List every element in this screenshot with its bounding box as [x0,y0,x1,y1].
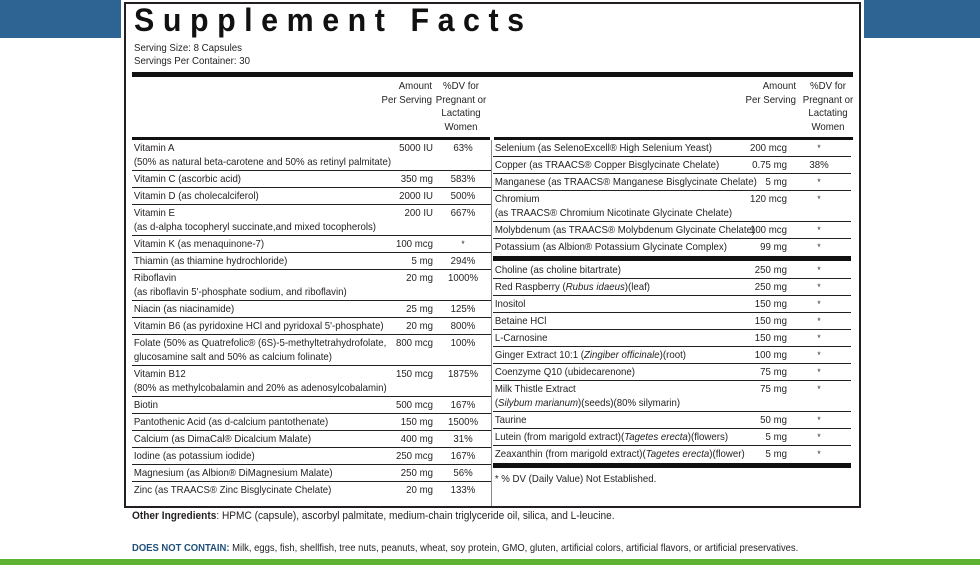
dv-header-line: Women [811,120,845,133]
left-nutrient-column [132,140,491,498]
other-ingredients-text: : HPMC (capsule), ascorbyl palmitate, medium-chain triglyceride oil, silica, and L-leucine. [216,510,615,522]
latin-name: Silybum marianum [498,397,579,409]
nutrient-name [132,206,489,220]
amount-per-serving: 150 mg [754,332,787,344]
nutrient-row [132,482,491,498]
dv-header-line: Women [444,120,478,133]
daily-value-percent: 133% [450,484,476,496]
nutrient-name [132,141,489,155]
mineral-rows [493,140,851,255]
daily-value-percent: * [817,432,821,442]
amount-per-serving: 20 mg [406,320,433,332]
daily-value-percent: 63% [453,142,473,154]
dv-header-line: Pregnant or [435,93,487,106]
nutrient-name-suffix: )(flowers) [687,431,729,443]
amount-per-serving: 75 mg [760,383,787,395]
nutrient-row [493,381,851,412]
nutrient-name [132,237,489,251]
daily-value-percent: * [461,239,465,249]
amount-per-serving: 200 mcg [749,142,787,154]
footer-bar [0,559,980,565]
nutrient-row [132,253,491,270]
dv-header-line: Lactating [808,107,848,119]
amount-per-serving: 400 mg [400,433,433,445]
daily-value-percent: * [817,350,821,360]
nutrient-name-text: Thiamin (as thiamine hydrochloride) [133,255,288,267]
amount-per-serving: 99 mg [760,241,787,253]
daily-value-percent: 1500% [447,416,479,428]
nutrient-name-text: Choline (as choline bitartrate) [494,264,622,276]
nutrient-row [132,318,491,335]
daily-value-percent: * [817,333,821,343]
daily-value-percent: 1000% [447,272,479,284]
nutrient-row [493,296,851,313]
does-not-contain-label: DOES NOT CONTAIN: [132,542,230,554]
daily-value-percent: 667% [450,207,476,219]
amount-per-serving: 150 mg [400,416,433,428]
nutrient-name-text: Vitamin D (as cholecalciferol) [133,190,259,202]
nutrient-name [132,432,489,446]
nutrient-row [493,279,851,296]
nutrient-row [493,446,851,462]
nutrient-name-text: Niacin (as niacinamide) [133,303,235,315]
nutrient-name-text: Biotin [133,399,159,411]
nutrient-name-text: Red Raspberry ( [494,281,566,293]
nutrient-name-text: Riboflavin [133,272,177,284]
nutrient-name-text: Vitamin C (ascorbic acid) [133,173,242,185]
daily-value-percent: * [817,177,821,187]
daily-value-percent: 167% [450,399,476,411]
nutrient-name [132,466,489,480]
daily-value-percent: * [817,316,821,326]
amount-per-serving: 5 mg [411,255,433,267]
does-not-contain [132,542,798,554]
nutrient-name-text: Taurine [494,414,527,426]
amount-per-serving: 250 mg [754,264,787,276]
nutrient-row [493,412,851,429]
amount-header-right [730,80,796,107]
thick-rule-top [132,72,853,77]
nutrient-name-text: Zeaxanthin (from marigold extract)( [494,448,646,460]
nutrient-row [132,171,491,188]
nutrient-name-text: Folate (50% as Quatrefolic® (6S)-5-methyltetrahydrofolate, [133,337,387,349]
nutrient-name-text: Vitamin B12 [133,368,186,380]
nutrient-name [132,319,489,333]
amount-per-serving: 75 mg [760,366,787,378]
daily-value-percent: * [817,367,821,377]
dv-header-line: %DV for [443,80,479,92]
servings-per-container: Servings Per Container: 30 [134,55,250,67]
nutrient-name [132,367,489,381]
amount-per-serving: 20 mg [406,484,433,496]
daily-value-percent: 500% [450,190,476,202]
daily-value-percent: * [817,265,821,275]
daily-value-percent: * [817,194,821,204]
amount-per-serving: 150 mg [754,298,787,310]
nutrient-name [132,415,489,429]
nutrient-name [132,336,489,350]
nutrient-name-text: Vitamin E [133,207,176,219]
amount-per-serving: 250 mg [400,467,433,479]
nutrient-row [132,366,491,397]
nutrient-name [132,483,489,497]
amount-per-serving: 5 mg [765,448,787,460]
amount-per-serving: 150 mcg [395,368,433,380]
nutrient-name-text: Manganese (as TRAACS® Manganese Bisglycinate Chelate) [494,176,757,188]
daily-value-percent: * [817,242,821,252]
nutrient-row [132,205,491,236]
serving-size: Serving Size: 8 Capsules [134,42,242,54]
nutrient-name [132,302,489,316]
nutrient-name-suffix: )(flower) [709,448,745,460]
amount-header-line: Amount [398,80,432,92]
daily-value-percent: 1875% [447,368,479,380]
nutrient-row [132,335,491,366]
column-divider [491,140,492,506]
nutrient-source: (as riboflavin 5'-phosphate sodium, and riboflavin) [133,286,347,298]
nutrient-name-text: L-Carnosine [494,332,548,344]
daily-value-percent: * [817,282,821,292]
nutrient-row [493,330,851,347]
amount-per-serving: 25 mg [406,303,433,315]
amount-header-line: Per Serving [745,93,796,106]
amount-header-left [366,80,432,107]
amount-per-serving: 250 mcg [395,450,433,462]
nutrient-name-text: Vitamin A [133,142,175,154]
amount-per-serving: 100 mcg [749,224,787,236]
nutrient-name [132,398,489,412]
nutrient-name-text: Coenzyme Q10 (ubidecarenone) [494,366,635,378]
latin-name: Zingiber officinale [583,349,660,361]
amount-per-serving: 120 mcg [749,193,787,205]
nutrient-row [493,262,851,279]
daily-value-percent: * [817,143,821,153]
dv-header-left [434,80,487,134]
other-ingredients-label: Other Ingredients [132,510,217,522]
amount-per-serving: 20 mg [406,272,433,284]
amount-per-serving: 250 mg [754,281,787,293]
header-band-left [0,0,121,38]
nutrient-name-text: Iodine (as potassium iodide) [133,450,255,462]
supplement-facts-panel [124,2,861,508]
nutrient-name-text: Vitamin B6 (as pyridoxine HCl and pyridoxal 5'-phosphate) [133,320,384,332]
daily-value-percent: 125% [450,303,476,315]
amount-per-serving: 500 mcg [395,399,433,411]
nutrient-source [493,396,822,410]
nutrient-row [132,270,491,301]
nutrient-name-text: Potassium (as Albion® Potassium Glycinate Complex) [494,241,727,253]
nutrient-name-text: Inositol [494,298,526,310]
nutrient-name-text: Selenium (as SelenoExcell® High Selenium Yeast) [494,142,712,154]
daily-value-percent: * [817,225,821,235]
nutrient-name-text: Vitamin K (as menaquinone-7) [133,238,265,250]
nutrient-name-text: Copper (as TRAACS® Copper Bisglycinate Chelate) [494,159,720,171]
nutrient-name-text: Molybdenum (as TRAACS® Molybdenum Glycinate Chelate) [494,224,756,236]
nutrient-name-text: Ginger Extract 10:1 ( [494,349,584,361]
dv-header-line: Lactating [441,107,481,119]
daily-value-percent: * [817,384,821,394]
amount-per-serving: 100 mg [754,349,787,361]
other-ingredient-rows [493,262,851,462]
nutrient-row [132,465,491,482]
nutrient-name-text: Zinc (as TRAACS® Zinc Bisglycinate Chelate) [133,484,332,496]
nutrient-name [132,172,489,186]
nutrient-name [132,449,489,463]
nutrient-row [132,188,491,205]
nutrient-name [132,189,489,203]
nutrient-row [493,313,851,330]
does-not-contain-text: Milk, eggs, fish, shellfish, tree nuts, peanuts, wheat, soy protein, GMO, gluten, artificial colors, artificial flavors, or artificial preservatives. [229,542,799,554]
nutrient-row [493,174,851,191]
nutrient-row [493,140,851,157]
nutrient-row [493,239,851,255]
thick-rule-separator [493,256,851,261]
nutrient-name-text: Lutein (from marigold extract)( [494,431,625,443]
nutrient-name-suffix: )(root) [659,349,686,361]
latin-name: Rubus idaeus [565,281,625,293]
amount-per-serving: 350 mg [400,173,433,185]
amount-header-line: Per Serving [381,93,432,106]
daily-value-percent: 583% [450,173,476,185]
amount-per-serving: 2000 IU [399,190,433,202]
nutrient-row [493,429,851,446]
nutrient-row [132,448,491,465]
panel-title: Supplement Facts [134,2,533,38]
nutrient-row [493,222,851,239]
nutrient-name [132,271,489,285]
latin-name: Tagetes erecta [645,448,710,460]
daily-value-percent: * [817,449,821,459]
thick-rule-footnote [493,463,851,468]
amount-per-serving: 0.75 mg [752,159,787,171]
nutrient-row [132,414,491,431]
source-suffix: )(seeds)(80% silymarin) [578,397,681,409]
nutrient-row [132,236,491,253]
footnote: * % DV (Daily Value) Not Established. [494,473,657,485]
nutrient-source: (as d-alpha tocopheryl succinate,and mixed tocopherols) [133,221,377,233]
amount-per-serving: 100 mcg [395,238,433,250]
daily-value-percent: 167% [450,450,476,462]
nutrient-name-suffix: )(leaf) [624,281,651,293]
nutrient-name-text: Chromium [494,193,540,205]
daily-value-percent: * [817,415,821,425]
nutrient-name-text: Milk Thistle Extract [494,383,576,395]
daily-value-percent: 294% [450,255,476,267]
dv-header-right [801,80,854,134]
dv-header-line: Pregnant or [802,93,854,106]
amount-per-serving: 150 mg [754,315,787,327]
daily-value-percent: 800% [450,320,476,332]
nutrient-row [132,301,491,318]
header-band-right [864,0,980,38]
amount-per-serving: 5 mg [765,176,787,188]
nutrient-name [132,254,489,268]
nutrient-row [132,140,491,171]
daily-value-percent: 56% [453,467,473,479]
amount-per-serving: 5000 IU [399,142,433,154]
source-prefix: ( [494,397,499,409]
dv-header-line: %DV for [810,80,846,92]
nutrient-name-text: Magnesium (as Albion® DiMagnesium Malate) [133,467,333,479]
amount-per-serving: 800 mcg [395,337,433,349]
nutrient-name-text: Betaine HCl [494,315,547,327]
right-nutrient-column [493,140,851,489]
nutrient-row [493,364,851,381]
amount-header-line: Amount [762,80,796,92]
other-ingredients [132,510,615,522]
nutrient-source: (50% as natural beta-carotene and 50% as retinyl palmitate) [133,156,392,168]
nutrient-source: glucosamine salt and 50% as calcium folinate) [133,351,332,363]
nutrient-row [493,157,851,174]
nutrient-source: (80% as methylcobalamin and 20% as adenosylcobalamin) [133,382,387,394]
daily-value-percent: 31% [453,433,473,445]
amount-per-serving: 50 mg [760,414,787,426]
nutrient-row [493,347,851,364]
latin-name: Tagetes erecta [624,431,688,443]
amount-per-serving: 200 IU [404,207,433,219]
nutrient-row [493,191,851,222]
daily-value-percent: * [817,299,821,309]
nutrient-row [132,431,491,448]
amount-per-serving: 5 mg [765,431,787,443]
nutrient-name-text: Calcium (as DimaCal® Dicalcium Malate) [133,433,312,445]
daily-value-percent: 38% [809,159,829,171]
nutrient-source: (as TRAACS® Chromium Nicotinate Glycinate Chelate) [494,207,733,219]
daily-value-percent: 100% [450,337,476,349]
nutrient-name-text: Pantothenic Acid (as d-calcium pantothenate) [133,416,329,428]
nutrient-row [132,397,491,414]
